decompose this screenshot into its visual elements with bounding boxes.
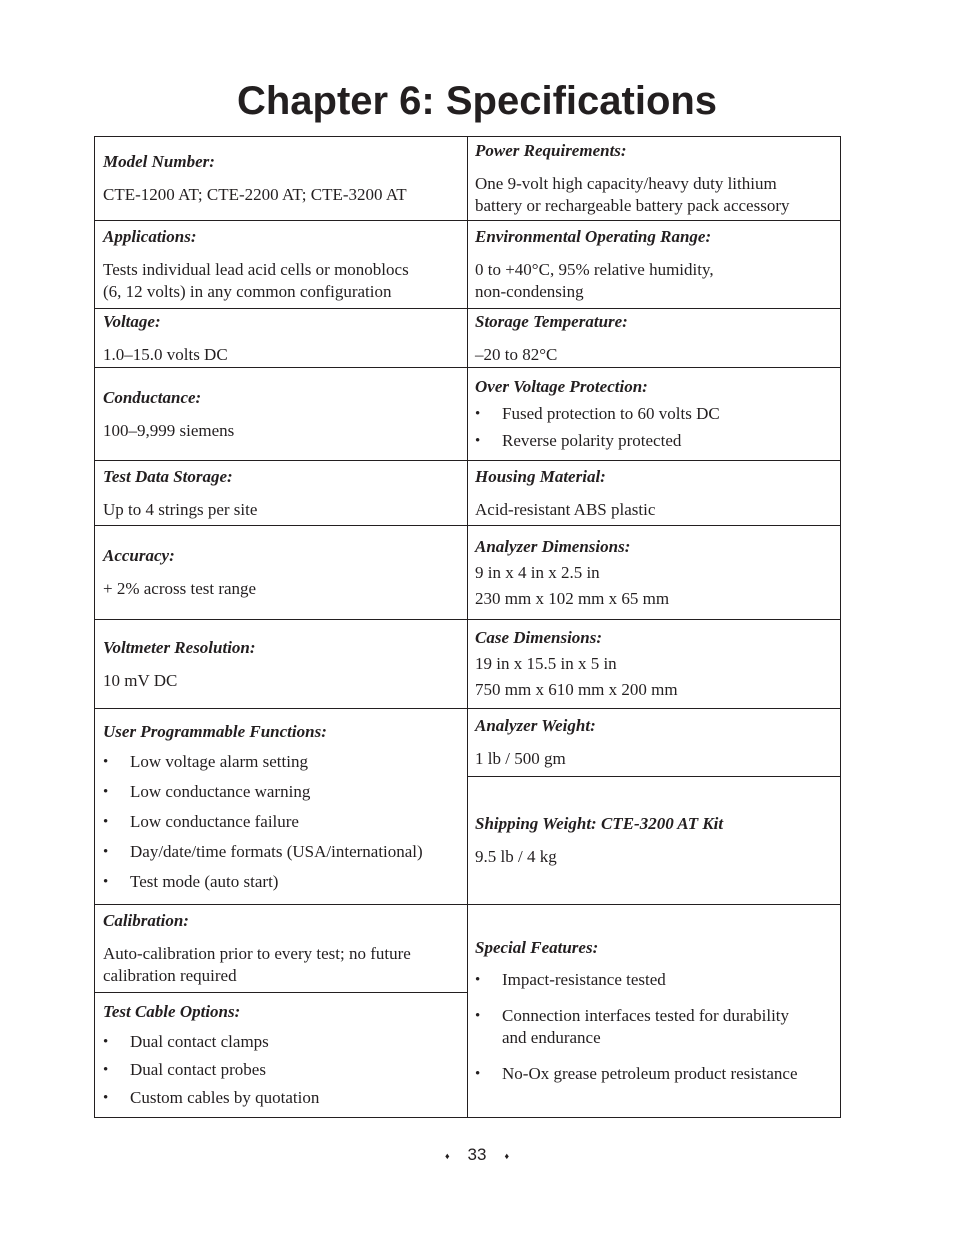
spec-calibration xyxy=(95,904,467,992)
spec-value: Acid-resistant ABS plastic xyxy=(475,499,656,519)
spec-shipping-weight xyxy=(467,776,840,904)
spec-voltage xyxy=(95,308,467,367)
specifications-table xyxy=(94,136,841,1118)
list-item: • Reverse polarity protected xyxy=(475,430,832,452)
list-item xyxy=(475,1005,832,1049)
functions-list xyxy=(103,747,459,893)
spec-value: battery or rechargeable battery pack accessory xyxy=(475,196,790,215)
spec-model-number xyxy=(95,136,467,220)
spec-heading: Analyzer Dimensions: xyxy=(475,536,631,556)
spec-value: 750 mm x 610 mm x 200 mm xyxy=(475,680,678,699)
spec-storage-temperature xyxy=(467,308,840,367)
spec-over-voltage-protection xyxy=(467,367,840,460)
spec-value: Auto-calibration prior to every test; no future xyxy=(103,944,411,963)
spec-accuracy xyxy=(95,525,467,619)
spec-heading: Model Number: xyxy=(103,152,215,171)
special-features-list xyxy=(475,959,832,1085)
spec-value: CTE-1200 AT; CTE-2200 AT; CTE-3200 AT xyxy=(103,185,407,204)
spec-power-requirements xyxy=(467,136,840,220)
over-voltage-list xyxy=(475,398,832,452)
list-item: • Low conductance warning xyxy=(103,781,459,803)
footer-diamond-icon: ♦ xyxy=(444,1150,450,1161)
spec-heading: Storage Temperature: xyxy=(475,311,628,331)
spec-value: 1.0–15.0 volts DC xyxy=(103,344,228,364)
spec-heading: User Programmable Functions: xyxy=(103,721,327,741)
list-item: • Dual contact probes xyxy=(103,1059,459,1081)
spec-value: 9 in x 4 in x 2.5 in xyxy=(475,562,600,582)
spec-voltmeter-resolution xyxy=(95,619,467,708)
spec-housing-material xyxy=(467,460,840,525)
spec-special-features xyxy=(467,904,840,1118)
list-item: • Impact-resistance tested xyxy=(475,969,832,991)
spec-value: 9.5 lb / 4 kg xyxy=(475,847,557,866)
page-number: 33 xyxy=(467,1145,487,1164)
spec-conductance xyxy=(95,367,467,460)
spec-value: –20 to 82°C xyxy=(475,344,558,364)
spec-value: 19 in x 15.5 in x 5 in xyxy=(475,654,617,673)
spec-heading: Environmental Operating Range: xyxy=(475,227,712,246)
spec-value: Up to 4 strings per site xyxy=(103,499,258,519)
spec-heading: Voltage: xyxy=(103,311,161,331)
page-footer xyxy=(0,1143,954,1168)
spec-heading: Accuracy: xyxy=(103,546,175,565)
spec-analyzer-weight xyxy=(467,708,840,776)
list-item: • Low conductance failure xyxy=(103,811,459,833)
spec-heading: Housing Material: xyxy=(475,466,606,486)
spec-heading: Special Features: xyxy=(475,938,599,957)
cable-options-list xyxy=(103,1027,459,1109)
spec-case-dimensions xyxy=(467,619,840,708)
spec-heading: Over Voltage Protection: xyxy=(475,377,648,396)
list-item: • Low voltage alarm setting xyxy=(103,751,459,773)
spec-value: 10 mV DC xyxy=(103,670,178,690)
spec-heading: Case Dimensions: xyxy=(475,628,603,647)
page-title: Chapter 6: Specifications xyxy=(236,79,718,123)
spec-value: 0 to +40°C, 95% relative humidity, xyxy=(475,260,714,279)
spec-heading: Shipping Weight: CTE-3200 AT Kit xyxy=(475,814,724,833)
specs-right-column xyxy=(467,136,841,1118)
spec-value: One 9-volt high capacity/heavy duty lithium xyxy=(475,174,777,193)
footer-diamond-icon: ♦ xyxy=(504,1150,510,1161)
spec-heading: Voltmeter Resolution: xyxy=(103,637,256,657)
spec-test-cable-options xyxy=(95,992,467,1118)
spec-test-data-storage xyxy=(95,460,467,525)
spec-heading: Conductance: xyxy=(103,387,202,407)
spec-value: (6, 12 volts) in any common configuration xyxy=(103,282,392,301)
spec-value: calibration required xyxy=(103,966,237,985)
specs-left-column xyxy=(94,136,468,1118)
list-item: • Fused protection to 60 volts DC xyxy=(475,403,832,425)
spec-value: non-condensing xyxy=(475,282,584,301)
spec-user-programmable-functions xyxy=(95,708,467,904)
spec-heading: Analyzer Weight: xyxy=(475,716,596,735)
list-item: • Test mode (auto start) xyxy=(103,871,459,893)
spec-value: 1 lb / 500 gm xyxy=(475,749,566,768)
spec-value: Tests individual lead acid cells or monoblocs xyxy=(103,260,409,279)
spec-value: 230 mm x 102 mm x 65 mm xyxy=(475,588,670,608)
spec-heading: Test Data Storage: xyxy=(103,466,233,486)
spec-value: 100–9,999 siemens xyxy=(103,420,235,440)
list-item-line: Connection interfaces tested for durability xyxy=(502,1006,790,1025)
spec-applications xyxy=(95,220,467,308)
spec-value: + 2% across test range xyxy=(103,579,257,598)
spec-analyzer-dimensions xyxy=(467,525,840,619)
spec-heading: Test Cable Options: xyxy=(103,1002,241,1021)
list-item-line: and endurance xyxy=(502,1028,601,1047)
list-item: • Custom cables by quotation xyxy=(103,1087,459,1109)
spec-heading: Applications: xyxy=(103,227,197,246)
spec-environmental-range xyxy=(467,220,840,308)
spec-heading: Calibration: xyxy=(103,911,189,930)
spec-heading: Power Requirements: xyxy=(475,141,627,160)
list-item: • Day/date/time formats (USA/international) xyxy=(103,841,459,863)
list-item: • Dual contact clamps xyxy=(103,1031,459,1053)
list-item: • No-Ox grease petroleum product resistance xyxy=(475,1063,832,1085)
